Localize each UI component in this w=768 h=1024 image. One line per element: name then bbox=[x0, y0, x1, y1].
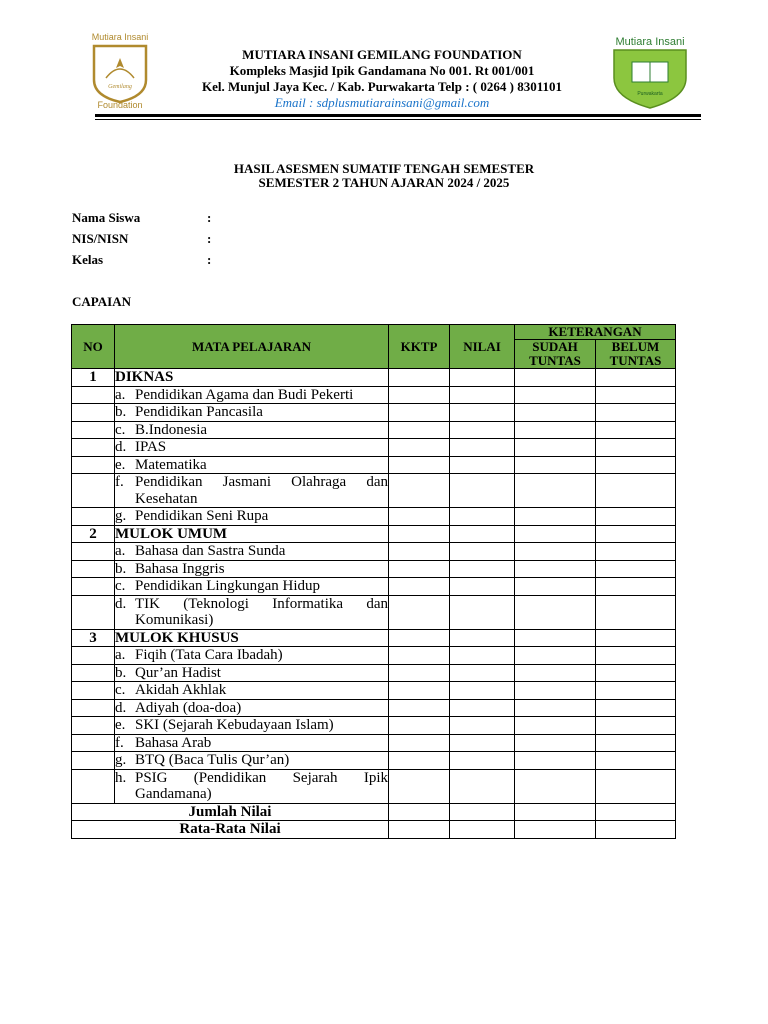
belum-cell bbox=[596, 682, 676, 700]
subject-name: BTQ (Baca Tulis Qur’an) bbox=[135, 752, 290, 768]
subject-letter: f. bbox=[115, 734, 124, 751]
belum-cell bbox=[596, 439, 676, 457]
kktp-cell bbox=[389, 508, 450, 526]
kktp-cell bbox=[389, 734, 450, 752]
total-label: Jumlah Nilai bbox=[72, 803, 389, 821]
subject-name: Bahasa dan Sastra Sunda bbox=[135, 543, 286, 559]
kktp-cell bbox=[389, 717, 450, 735]
no-cell bbox=[72, 752, 115, 770]
section-number: 1 bbox=[72, 369, 115, 387]
belum-cell bbox=[596, 803, 676, 821]
address-line-1: Kompleks Masjid Ipik Gandamana No 001. Rt 001/001 bbox=[229, 63, 535, 78]
belum-cell bbox=[596, 474, 676, 508]
sudah-cell bbox=[515, 682, 596, 700]
subject-cell bbox=[115, 543, 389, 561]
nilai-cell bbox=[450, 769, 515, 803]
nilai-cell bbox=[450, 421, 515, 439]
subject-cell bbox=[115, 386, 389, 404]
subject-name: Bahasa Inggris bbox=[135, 560, 225, 577]
nilai-cell bbox=[450, 474, 515, 508]
grades-table bbox=[71, 324, 676, 839]
belum-cell bbox=[596, 404, 676, 422]
no-cell bbox=[72, 474, 115, 508]
nilai-cell bbox=[450, 682, 515, 700]
kktp-cell bbox=[389, 369, 450, 387]
subject-cell bbox=[115, 508, 389, 526]
subject-row bbox=[72, 769, 676, 803]
belum-cell bbox=[596, 525, 676, 543]
sudah-cell bbox=[515, 560, 596, 578]
average-row bbox=[72, 821, 676, 839]
subject-letter: g. bbox=[115, 508, 127, 524]
subject-letter: c. bbox=[115, 682, 126, 698]
subject-cell bbox=[115, 595, 389, 629]
section-number: 3 bbox=[72, 629, 115, 647]
subject-letter: a. bbox=[115, 386, 126, 403]
nilai-cell bbox=[450, 439, 515, 457]
nilai-cell bbox=[450, 369, 515, 387]
nilai-cell bbox=[450, 717, 515, 735]
nilai-cell bbox=[450, 699, 515, 717]
kktp-cell bbox=[389, 421, 450, 439]
no-cell bbox=[72, 404, 115, 422]
subject-letter: a. bbox=[115, 647, 126, 663]
no-cell bbox=[72, 578, 115, 596]
kktp-cell bbox=[389, 560, 450, 578]
belum-cell bbox=[596, 664, 676, 682]
sudah-cell bbox=[515, 734, 596, 752]
no-cell bbox=[72, 682, 115, 700]
total-row bbox=[72, 803, 676, 821]
sudah-cell bbox=[515, 752, 596, 770]
subject-row bbox=[72, 386, 676, 404]
sudah-cell bbox=[515, 664, 596, 682]
sudah-cell bbox=[515, 439, 596, 457]
logo-left-middle-text: Gemilang bbox=[108, 84, 132, 90]
belum-cell bbox=[596, 369, 676, 387]
kktp-cell bbox=[389, 682, 450, 700]
nilai-cell bbox=[450, 647, 515, 665]
subject-letter: d. bbox=[115, 439, 127, 455]
title-line-1: HASIL ASESMEN SUMATIF TENGAH SEMESTER bbox=[233, 161, 535, 176]
nilai-cell bbox=[450, 752, 515, 770]
nilai-cell bbox=[450, 734, 515, 752]
subject-letter: d. bbox=[115, 699, 127, 716]
kktp-cell bbox=[389, 769, 450, 803]
nilai-cell bbox=[450, 629, 515, 647]
section-title: DIKNAS bbox=[115, 369, 389, 387]
subject-cell bbox=[115, 682, 389, 700]
belum-cell bbox=[596, 543, 676, 561]
belum-cell bbox=[596, 508, 676, 526]
kktp-cell bbox=[389, 595, 450, 629]
subject-row bbox=[72, 664, 676, 682]
sudah-cell bbox=[515, 595, 596, 629]
letterhead bbox=[170, 47, 594, 111]
section-row bbox=[72, 525, 676, 543]
logo-left-top-text: Mutiara Insani bbox=[91, 32, 149, 42]
belum-cell bbox=[596, 386, 676, 404]
sudah-cell bbox=[515, 421, 596, 439]
subject-name: Pendidikan Lingkungan Hidup bbox=[135, 578, 320, 594]
subject-row bbox=[72, 456, 676, 474]
nilai-cell bbox=[450, 803, 515, 821]
no-cell bbox=[72, 647, 115, 665]
subject-row bbox=[72, 717, 676, 735]
nilai-cell bbox=[450, 664, 515, 682]
no-cell bbox=[72, 543, 115, 561]
subject-cell bbox=[115, 717, 389, 735]
no-cell bbox=[72, 421, 115, 439]
subject-cell bbox=[115, 474, 389, 508]
subject-row bbox=[72, 560, 676, 578]
subject-letter: e. bbox=[115, 456, 126, 473]
no-cell bbox=[72, 769, 115, 803]
address-line-2: Kel. Munjul Jaya Kec. / Kab. Purwakarta Telp : ( 0264 ) 8301101 bbox=[201, 79, 563, 94]
no-cell bbox=[72, 734, 115, 752]
email-address: Email : sdplusmutiarainsani@gmail.com bbox=[274, 95, 490, 110]
nilai-cell bbox=[450, 578, 515, 596]
kktp-cell bbox=[389, 664, 450, 682]
subject-name: Akidah Akhlak bbox=[135, 682, 227, 698]
logo-right-bottom-text: Purwakarta bbox=[637, 91, 663, 97]
subject-row bbox=[72, 421, 676, 439]
sudah-cell bbox=[515, 578, 596, 596]
no-cell bbox=[72, 456, 115, 474]
section-title: MULOK UMUM bbox=[115, 525, 389, 543]
letterhead-rule-thick bbox=[95, 114, 701, 117]
subject-name: IPAS bbox=[135, 439, 167, 455]
sudah-cell bbox=[515, 456, 596, 474]
no-cell bbox=[72, 664, 115, 682]
belum-cell bbox=[596, 734, 676, 752]
section-title: MULOK KHUSUS bbox=[115, 629, 389, 647]
foundation-logo-left bbox=[80, 30, 160, 110]
subject-letter: c. bbox=[115, 421, 126, 438]
belum-cell bbox=[596, 560, 676, 578]
field-kelas: Kelas : bbox=[72, 252, 212, 267]
belum-cell bbox=[596, 421, 676, 439]
kktp-cell bbox=[389, 647, 450, 665]
nilai-cell bbox=[450, 821, 515, 839]
subject-row bbox=[72, 595, 676, 629]
sudah-cell bbox=[515, 699, 596, 717]
section-heading-capaian: CAPAIAN bbox=[72, 294, 131, 309]
subject-cell bbox=[115, 647, 389, 665]
subject-row bbox=[72, 439, 676, 457]
sudah-cell bbox=[515, 474, 596, 508]
subject-row bbox=[72, 578, 676, 596]
kktp-cell bbox=[389, 525, 450, 543]
no-cell bbox=[72, 508, 115, 526]
subject-letter: b. bbox=[115, 404, 127, 420]
subject-cell bbox=[115, 699, 389, 717]
section-row bbox=[72, 629, 676, 647]
field-nis-nisn: NIS/NISN : bbox=[72, 231, 212, 246]
kktp-cell bbox=[389, 578, 450, 596]
subject-cell bbox=[115, 439, 389, 457]
section-number: 2 bbox=[72, 525, 115, 543]
subject-letter: d. bbox=[115, 595, 127, 612]
kktp-cell bbox=[389, 803, 450, 821]
subject-cell bbox=[115, 404, 389, 422]
kktp-cell bbox=[389, 439, 450, 457]
kktp-cell bbox=[389, 386, 450, 404]
sudah-cell bbox=[515, 769, 596, 803]
section-row bbox=[72, 369, 676, 387]
kktp-cell bbox=[389, 456, 450, 474]
belum-cell bbox=[596, 578, 676, 596]
belum-cell bbox=[596, 717, 676, 735]
sudah-cell bbox=[515, 647, 596, 665]
sudah-cell bbox=[515, 821, 596, 839]
kktp-cell bbox=[389, 543, 450, 561]
subject-name: Fiqih (Tata Cara Ibadah) bbox=[135, 647, 283, 663]
kktp-cell bbox=[389, 474, 450, 508]
subject-cell bbox=[115, 456, 389, 474]
header-nilai: NILAI bbox=[450, 325, 515, 369]
nilai-cell bbox=[450, 525, 515, 543]
no-cell bbox=[72, 560, 115, 578]
header-belum-tuntas: BELUM TUNTAS bbox=[596, 340, 676, 369]
subject-row bbox=[72, 404, 676, 422]
logo-left-bottom-text: Foundation bbox=[97, 100, 143, 110]
belum-cell bbox=[596, 456, 676, 474]
subject-cell bbox=[115, 752, 389, 770]
sudah-cell bbox=[515, 543, 596, 561]
no-cell bbox=[72, 386, 115, 404]
sudah-cell bbox=[515, 386, 596, 404]
belum-cell bbox=[596, 699, 676, 717]
subject-letter: a. bbox=[115, 543, 126, 559]
logo-right-top-text: Mutiara Insani bbox=[615, 36, 685, 48]
subject-cell bbox=[115, 560, 389, 578]
header-sudah-tuntas: SUDAH TUNTAS bbox=[515, 340, 596, 369]
title-line-2: SEMESTER 2 TAHUN AJARAN 2024 / 2025 bbox=[258, 175, 510, 190]
subject-cell bbox=[115, 664, 389, 682]
nilai-cell bbox=[450, 508, 515, 526]
subject-row bbox=[72, 474, 676, 508]
subject-name: SKI (Sejarah Kebudayaan Islam) bbox=[135, 717, 334, 733]
subject-row bbox=[72, 699, 676, 717]
average-label: Rata-Rata Nilai bbox=[72, 821, 389, 839]
nilai-cell bbox=[450, 595, 515, 629]
header-keterangan: KETERANGAN bbox=[515, 325, 676, 340]
subject-row bbox=[72, 543, 676, 561]
subject-name: Matematika bbox=[135, 456, 207, 473]
subject-row bbox=[72, 508, 676, 526]
foundation-name: MUTIARA INSANI GEMILANG FOUNDATION bbox=[242, 47, 522, 62]
subject-letter: h. bbox=[115, 769, 127, 786]
subject-name: TIK (Teknologi Informatika dan Komunikasi) bbox=[135, 595, 388, 628]
subject-name: Bahasa Arab bbox=[135, 734, 212, 751]
no-cell bbox=[72, 717, 115, 735]
subject-name: Pendidikan Agama dan Budi Pekerti bbox=[135, 386, 354, 403]
subject-cell bbox=[115, 578, 389, 596]
subject-row bbox=[72, 647, 676, 665]
nilai-cell bbox=[450, 543, 515, 561]
subject-cell bbox=[115, 421, 389, 439]
no-cell bbox=[72, 439, 115, 457]
header-kktp: KKTP bbox=[389, 325, 450, 369]
belum-cell bbox=[596, 821, 676, 839]
belum-cell bbox=[596, 752, 676, 770]
sudah-cell bbox=[515, 803, 596, 821]
letterhead-rule-thin bbox=[95, 119, 701, 120]
nilai-cell bbox=[450, 560, 515, 578]
no-cell bbox=[72, 699, 115, 717]
subject-row bbox=[72, 752, 676, 770]
kktp-cell bbox=[389, 752, 450, 770]
nilai-cell bbox=[450, 404, 515, 422]
header-no: NO bbox=[72, 325, 115, 369]
kktp-cell bbox=[389, 699, 450, 717]
subject-letter: g. bbox=[115, 752, 127, 768]
sudah-cell bbox=[515, 525, 596, 543]
subject-letter: e. bbox=[115, 717, 126, 733]
belum-cell bbox=[596, 629, 676, 647]
no-cell bbox=[72, 595, 115, 629]
subject-cell bbox=[115, 769, 389, 803]
sudah-cell bbox=[515, 369, 596, 387]
header-subject: MATA PELAJARAN bbox=[115, 325, 389, 369]
grades-table-body bbox=[72, 369, 676, 839]
subject-cell bbox=[115, 734, 389, 752]
subject-row bbox=[72, 682, 676, 700]
sudah-cell bbox=[515, 404, 596, 422]
nilai-cell bbox=[450, 386, 515, 404]
kktp-cell bbox=[389, 629, 450, 647]
belum-cell bbox=[596, 647, 676, 665]
subject-letter: c. bbox=[115, 578, 126, 594]
foundation-logo-right bbox=[602, 32, 698, 112]
subject-letter: b. bbox=[115, 560, 127, 577]
kktp-cell bbox=[389, 404, 450, 422]
subject-name: Qur’an Hadist bbox=[135, 664, 221, 681]
sudah-cell bbox=[515, 508, 596, 526]
subject-name: PSIG (Pendidikan Sejarah Ipik Gandamana) bbox=[135, 769, 388, 802]
sudah-cell bbox=[515, 717, 596, 735]
kktp-cell bbox=[389, 821, 450, 839]
subject-name: Pendidikan Seni Rupa bbox=[135, 508, 269, 524]
belum-cell bbox=[596, 595, 676, 629]
field-nama-siswa: Nama Siswa : bbox=[72, 210, 212, 225]
document-title bbox=[0, 162, 768, 190]
sudah-cell bbox=[515, 629, 596, 647]
subject-name: Pendidikan Jasmani Olahraga dan Kesehatan bbox=[135, 474, 388, 507]
subject-name: Adiyah (doa-doa) bbox=[135, 699, 242, 716]
subject-row bbox=[72, 734, 676, 752]
subject-name: B.Indonesia bbox=[135, 421, 208, 438]
subject-letter: f. bbox=[115, 474, 124, 490]
belum-cell bbox=[596, 769, 676, 803]
subject-name: Pendidikan Pancasila bbox=[135, 404, 263, 420]
subject-letter: b. bbox=[115, 664, 127, 681]
nilai-cell bbox=[450, 456, 515, 474]
